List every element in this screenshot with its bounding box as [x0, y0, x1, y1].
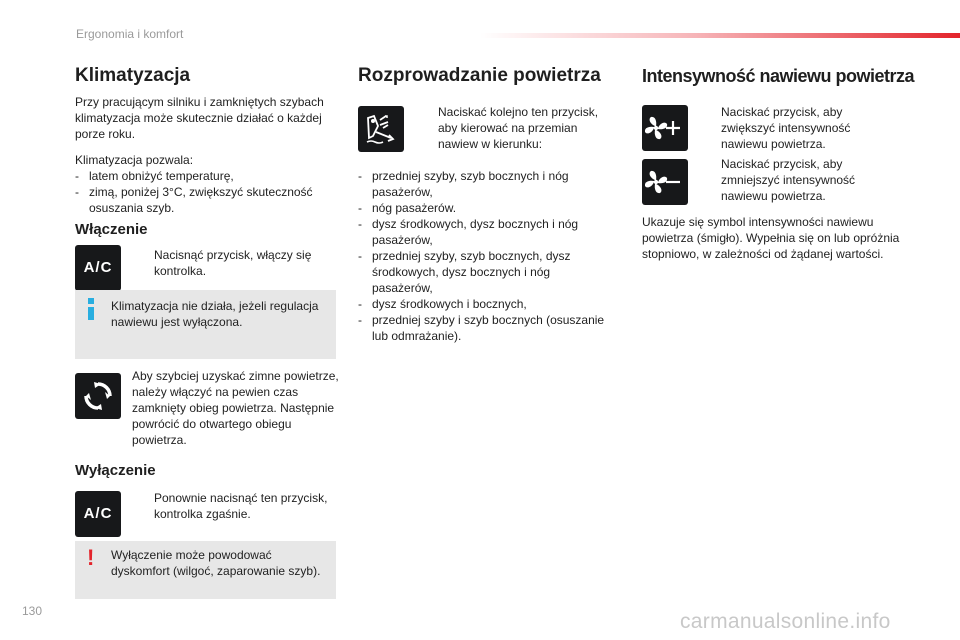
off-instruction: Ponownie nacisnąć ten przycisk, kontrolka zgaśnie. [154, 491, 328, 521]
indicator-paragraph: Ukazuje się symbol intensywności nawiewu powietrza (śmigło). Wypełnia się on lub opróżnia stopniowo, w zależności od żądanej wartości. [642, 215, 900, 261]
section-title-klimatyzacja: Klimatyzacja [75, 65, 191, 86]
on-instruction: Nacisnąć przycisk, włączy się kontrolka. [154, 248, 312, 278]
warning-note-text: Wyłączenie może powodować dyskomfort (wilgoć, zaparowanie szyb). [111, 548, 321, 578]
warning-note [75, 541, 336, 599]
subsection-title-wylaczenie: Wyłączenie [75, 462, 156, 479]
distribution-instruction: Naciskać kolejno ten przycisk, aby kierować na przemian nawiew w kierunku: [438, 105, 599, 151]
fan-minus-icon [642, 159, 688, 205]
list-item: - przedniej szyby, szyb bocznych, dysz środkowych, dysz bocznych i nóg pasażerów, [356, 248, 606, 296]
section-title-intensywnosc: Intensywność nawiewu powietrza [642, 66, 915, 86]
allows-label: Klimatyzacja pozwala: [75, 153, 194, 167]
section-header: Ergonomia i komfort [76, 27, 184, 41]
warning-icon: ! [87, 545, 95, 570]
intro-paragraph: Przy pracującym silniku i zamkniętych szybach klimatyzacja może skutecznie działać o każdej porze roku. [75, 95, 324, 141]
info-note-text: Klimatyzacja nie działa, jeżeli regulacja nawiewu jest wyłączona. [111, 299, 319, 329]
list-item: - nóg pasażerów. [356, 200, 606, 216]
distribution-modes-list [356, 168, 606, 344]
watermark: carmanualsonline.info [680, 610, 891, 633]
info-note [75, 290, 336, 359]
allows-list [73, 168, 333, 216]
section-title-rozprowadzanie: Rozprowadzanie powietrza [358, 65, 601, 86]
header-accent-line [480, 33, 960, 38]
column-klimatyzacja [75, 60, 340, 605]
decrease-instruction: Naciskać przycisk, aby zmniejszyć intensywność nawiewu powietrza. [721, 157, 856, 203]
ac-label: A/C [83, 505, 113, 522]
recirculation-text: Aby szybciej uzyskać zimne powietrze, należy włączyć na pewien czas zamknięty obieg powietrza. Następnie powrócić do otwartego obiegu powietrza. [132, 369, 339, 447]
list-item: - latem obniżyć temperaturę, [73, 168, 333, 184]
ac-button-icon [75, 491, 121, 537]
list-item: - przedniej szyby, szyb bocznych i nóg pasażerów, [356, 168, 606, 200]
page-number: 130 [22, 604, 43, 618]
ac-button-icon [75, 245, 121, 291]
list-item: - dysz środkowych i bocznych, [356, 296, 606, 312]
subsection-title-wlaczenie: Włączenie [75, 221, 148, 238]
ac-label: A/C [83, 259, 113, 276]
fan-plus-icon [642, 105, 688, 151]
list-item: - przedniej szyby i szyb bocznych (osuszanie lub odmrażanie). [356, 312, 606, 344]
air-distribution-icon [358, 106, 404, 152]
column-intensywnosc [642, 60, 915, 300]
recirculation-icon [75, 373, 121, 419]
list-item: - dysz środkowych, dysz bocznych i nóg pasażerów, [356, 216, 606, 248]
info-icon [88, 298, 94, 320]
list-item: - zimą, poniżej 3°C, zwiększyć skuteczność osuszania szyb. [73, 184, 333, 216]
column-rozprowadzanie [358, 60, 618, 360]
increase-instruction: Naciskać przycisk, aby zwiększyć intensywność nawiewu powietrza. [721, 105, 851, 151]
